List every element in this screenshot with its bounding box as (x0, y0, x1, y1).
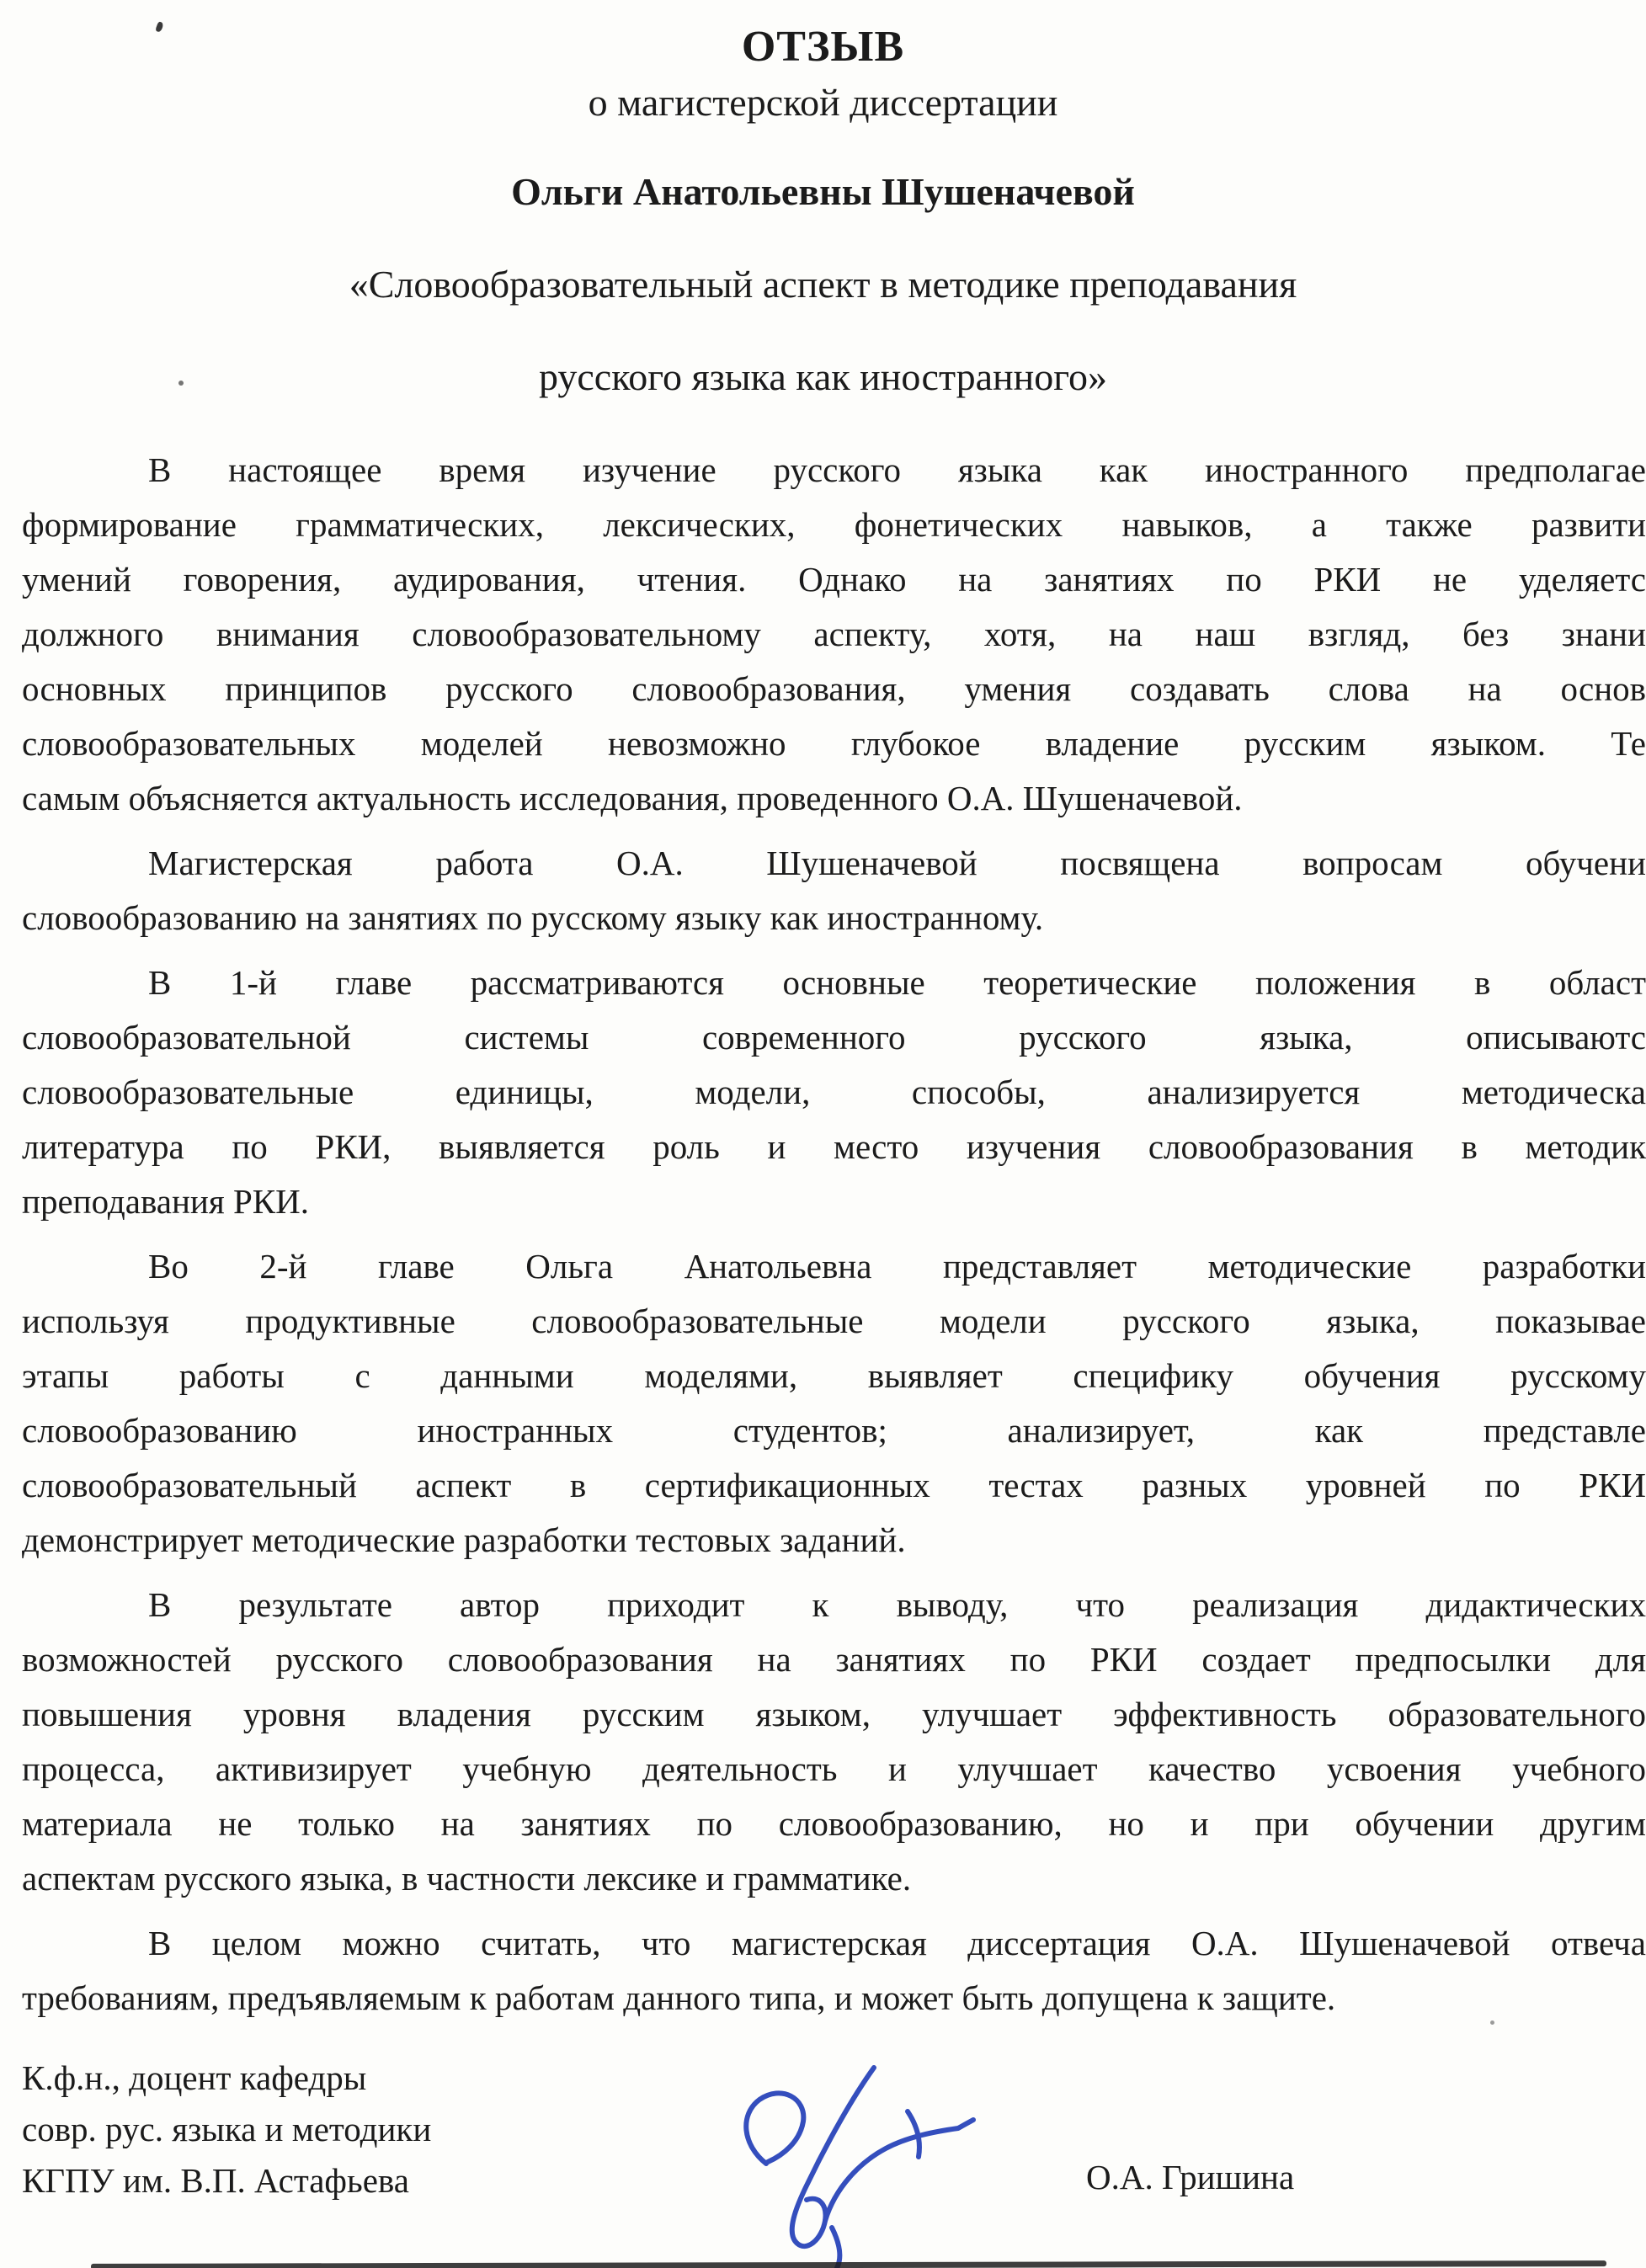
document-header (0, 22, 1646, 401)
paragraph (22, 1239, 1646, 1568)
text-line: литература по РКИ, выявляется роль и место изучения словообразования в методик (22, 1127, 1646, 1166)
text-line: процесса, активизирует учебную деятельность и улучшает качество усвоения учебного (22, 1749, 1646, 1788)
text-line: используя продуктивные словообразовательные модели русского языка, показывае (22, 1302, 1646, 1340)
text-line: словообразовательных моделей невозможно глубокое владение русским языком. Те (22, 724, 1646, 763)
text-line: В настоящее время изучение русского языка как иностранного предполагае (148, 450, 1646, 489)
scan-artifact-icon (178, 381, 184, 386)
signer-details (22, 2052, 431, 2207)
document-body (0, 443, 1646, 2026)
paragraph (22, 836, 1646, 945)
text-line: словообразовательный аспект в сертификационных тестах разных уровней по РКИ (22, 1466, 1646, 1504)
thesis-title-line-1: «Словообразовательный аспект в методике преподавания (349, 263, 1297, 306)
text-line: Во 2-й главе Ольга Анатольевна представляет методические разработки (148, 1247, 1646, 1286)
text-line: словообразовательные единицы, модели, способы, анализируется методическа (22, 1073, 1646, 1111)
text-line: словообразованию на занятиях по русскому языку как иностранному. (22, 898, 1044, 937)
text-line: умений говорения, аудирования, чтения. Однако на занятиях по РКИ не уделяетс (22, 560, 1646, 599)
text-line: демонстрирует методические разработки тестовых заданий. (22, 1520, 906, 1559)
text-line: словообразовательной системы современного русского языка, описываютс (22, 1018, 1646, 1057)
signature-icon (707, 2063, 993, 2268)
text-line: возможностей русского словообразования на занятиях по РКИ создает предпосылки для (22, 1640, 1646, 1679)
signer-line: К.ф.н., доцент кафедры (22, 2058, 367, 2097)
signer-line: КГПУ им. В.П. Астафьева (22, 2161, 409, 2200)
text-line: требованиям, предъявляемым к работам данного типа, и может быть допущена к защите. (22, 1978, 1336, 2017)
text-line: основных принципов русского словообразования, умения создавать слова на основ (22, 669, 1646, 708)
paragraph (22, 956, 1646, 1229)
scan-artifact-icon (1490, 2020, 1494, 2025)
paragraph (22, 1578, 1646, 1906)
document-subtitle: о магистерской диссертации (588, 81, 1058, 124)
text-line: В 1-й главе рассматриваются основные теоретические положения в област (148, 963, 1646, 1002)
text-line: В результате автор приходит к выводу, что реализация дидактических (148, 1585, 1646, 1624)
text-line: преподавания РКИ. (22, 1182, 309, 1221)
thesis-title-line-2: русского языка как иностранного» (538, 355, 1108, 398)
text-line: В целом можно считать, что магистерская диссертация О.А. Шушеначевой отвеча (148, 1924, 1646, 1962)
text-line: Магистерская работа О.А. Шушеначевой посвящена вопросам обучени (148, 844, 1646, 882)
text-line: самым объясняется актуальность исследования, проведенного О.А. Шушеначевой. (22, 779, 1243, 817)
scan-bottom-edge (91, 2260, 1606, 2268)
paragraph (22, 443, 1646, 826)
text-line: должного внимания словообразовательному аспекту, хотя, на наш взгляд, без знани (22, 615, 1646, 653)
text-line: материала не только на занятиях по словообразованию, но и при обучении другим (22, 1804, 1646, 1843)
text-line: аспектам русского языка, в частности лексике и грамматике. (22, 1859, 912, 1898)
text-line: повышения уровня владения русским языком, улучшает эффективность образовательного (22, 1695, 1646, 1733)
document-title: ОТЗЫВ (741, 23, 905, 71)
signer-line: совр. рус. языка и методики (22, 2110, 432, 2148)
text-line: этапы работы с данными моделями, выявляет специфику обучения русскому (22, 1356, 1646, 1395)
paragraph (22, 1916, 1646, 2026)
handwritten-signature (707, 2063, 993, 2268)
text-line: формирование грамматических, лексических, фонетических навыков, а также развити (22, 505, 1646, 544)
candidate-name: Ольги Анатольевны Шушеначевой (511, 170, 1135, 213)
signer-name: О.А. Гришина (1086, 2158, 1295, 2196)
text-line: словообразованию иностранных студентов; анализирует, как представле (22, 1411, 1646, 1450)
